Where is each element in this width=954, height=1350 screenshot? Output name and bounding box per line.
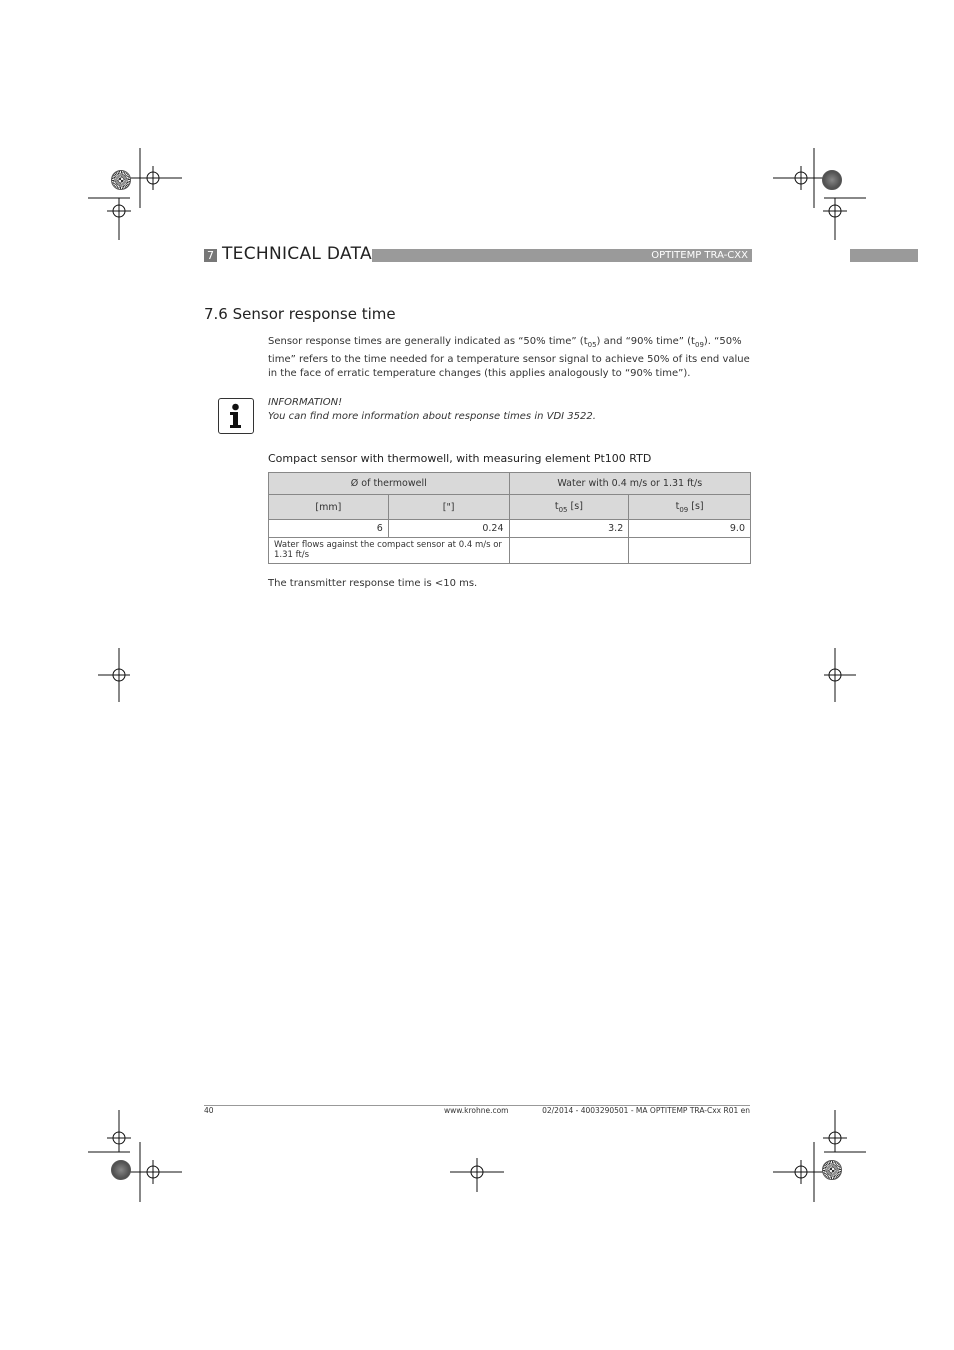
- subscript: 09: [694, 341, 704, 349]
- registration-disc: [822, 170, 842, 190]
- footer-url: www.krohne.com: [444, 1106, 509, 1115]
- header-t09: [629, 495, 751, 520]
- response-time-table: [268, 472, 751, 564]
- product-name: OPTITEMP TRA-CXX: [651, 250, 748, 261]
- cell-t09: 9.0: [629, 520, 751, 538]
- table-header-row: [269, 473, 751, 495]
- paragraph-text: ) and “90% time” (t: [596, 336, 695, 347]
- subscript: 09: [679, 505, 689, 514]
- chapter-number: 7: [204, 249, 217, 262]
- cell-mm: 6: [269, 520, 389, 538]
- info-title: INFORMATION!: [268, 397, 343, 408]
- registration-disc: [111, 1160, 131, 1180]
- registration-disc: [111, 170, 131, 190]
- subscript: 05: [558, 505, 568, 514]
- chapter-side-tab: [850, 249, 918, 262]
- header-text: t: [554, 500, 559, 512]
- table-caption: Compact sensor with thermowell, with measuring element Pt100 RTD: [268, 452, 652, 465]
- header-text: [s]: [688, 500, 704, 512]
- empty-cell: [629, 538, 751, 564]
- section-title: 7.6 Sensor response time: [204, 305, 396, 323]
- header-mm: [mm]: [269, 495, 389, 520]
- table-note: Water flows against the compact sensor at 0.4 m/s or 1.31 ft/s: [269, 538, 510, 564]
- header-thermowell: Ø of thermowell: [269, 473, 510, 495]
- registration-disc: [822, 1160, 842, 1180]
- header-text: [s]: [567, 500, 583, 512]
- intro-paragraph: [268, 335, 753, 382]
- footer-doc-id: 02/2014 - 4003290501 - MA OPTITEMP TRA-Cxx R01 en: [542, 1106, 750, 1115]
- page-number: 40: [204, 1106, 214, 1115]
- table-subheader-row: [269, 495, 751, 520]
- header-text: t: [675, 500, 680, 512]
- closing-text: The transmitter response time is <10 ms.: [268, 578, 478, 589]
- table-note-row: [269, 538, 751, 564]
- chapter-title: TECHNICAL DATA: [222, 244, 372, 264]
- empty-cell: [509, 538, 629, 564]
- table-row: [269, 520, 751, 538]
- subscript: 05: [587, 341, 597, 349]
- paragraph-text: ). “50% time” refers to the time needed for a temperature sensor signal to achieve 50% of its end value in the face of erratic temperature changes (this applies analogously to “90% time”).: [268, 336, 750, 379]
- paragraph-text: Sensor response times are generally indicated as “50% time” (t: [268, 336, 588, 347]
- cell-t05: 3.2: [509, 520, 629, 538]
- header-inch: ["]: [388, 495, 509, 520]
- info-text: You can find more information about response times in VDI 3522.: [268, 411, 596, 422]
- information-icon: [218, 398, 254, 434]
- header-water: Water with 0.4 m/s or 1.31 ft/s: [509, 473, 750, 495]
- cell-inch: 0.24: [388, 520, 509, 538]
- header-t05: [509, 495, 629, 520]
